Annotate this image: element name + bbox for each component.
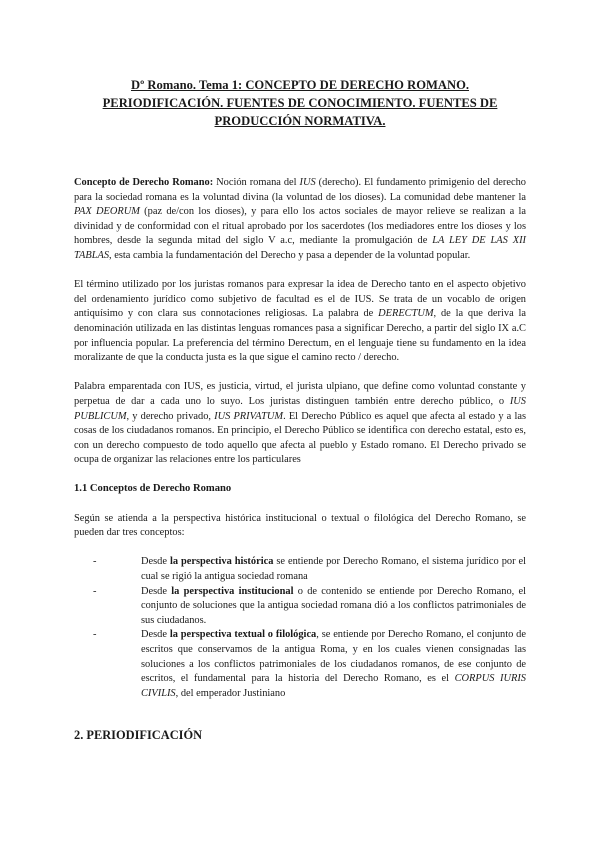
text-span: Noción romana del — [213, 177, 300, 188]
text-span: , de la que deriva la denominación utilizada en las distintas lenguas romances pasa a significar Derecho, a partir del siglo IX a.C por influencia popular. La preferencia del término Derectum, en el lenguaje tiene su fundamento en la idea moralizante de que la conducta justa es la que sigue el camino recto / derecho. — [74, 308, 527, 364]
italic-term: LA LEY DE LAS XII TABLAS — [74, 235, 526, 261]
text-span: . El Derecho Público es aquel que afecta al estado y a las cosas de los ciudadanos romanos. En principio, el Derecho Público se identifica con derecho estatal, esto es, con un derecho compuesto de todo aquello que afecta al pueblo y Estado romano. El Derecho privado se ocupa de organizar las relaciones entre los particulares — [74, 410, 526, 466]
list-item — [93, 555, 526, 584]
list-item — [93, 628, 526, 701]
text-span: se entiende por Derecho Romano, el sistema jurídico por el cual se rigió la antigua sociedad romana — [141, 556, 526, 583]
list-item — [93, 585, 526, 629]
text-span: (paz de/con los dioses), y para ello los actos sociales de mayor relieve se realizan a la divinidad y de conformidad con el ritual aprobado por los sacerdotes (los mediadores entre los dioses y los hombres, desde la segunda mitad del siglo V a.c, mediante la promulgación de — [74, 206, 526, 247]
paragraph-perspectivas: Según se atienda a la perspectiva histórica institucional o textual o filológica del Derecho Romano, se pueden dar tres conceptos: — [74, 512, 526, 539]
bold-term: la perspectiva histórica — [169, 556, 274, 568]
italic-term: IUS PUBLICUM — [74, 395, 526, 422]
text-span: (derecho). El fundamento primigenio del derecho para la sociedad romana es la voluntad divina (la voluntad de los dioses). La comunidad debe mantener la — [74, 177, 526, 203]
italic-term: CORPUS IURIS CIVILIS — [141, 673, 526, 699]
dash-bullet: - — [93, 556, 97, 568]
text-span: Desde — [141, 556, 170, 568]
paragraph-justicia — [74, 380, 526, 468]
concepto-label: Concepto de Derecho Romano: — [74, 177, 214, 188]
text-span: , y derecho privado, — [126, 410, 215, 422]
title-line-3: PRODUCCIÓN NORMATIVA. — [214, 114, 386, 128]
italic-term: DERECTUM — [378, 308, 434, 320]
text-span: El término utilizado por los juristas romanos para expresar la idea de Derecho tanto en el aspecto objetivo del ordenamiento jurídico como subjetivo de facultad es el de IUS. Se trata de un vocablo de origen antiquísimo y con clara sus connotaciones religiosas. La palabra de — [74, 279, 526, 320]
text-span: , del emperador Justiniano — [175, 687, 286, 699]
italic-term: IUS PRIVATUM — [214, 410, 284, 422]
title-line-2: PERIODIFICACIÓN. FUENTES DE CONOCIMIENTO. FUENTES DE — [102, 96, 498, 110]
italic-term: PAX DEORUM — [74, 206, 140, 218]
title-line-1: Dº Romano. Tema 1: CONCEPTO DE DERECHO ROMANO. — [130, 78, 470, 92]
text-span: , esta cambia la fundamentación del Derecho y pasa a depender de la voluntad popular. — [109, 249, 471, 261]
section-heading-2: 2. PERIODIFICACIÓN — [74, 728, 203, 743]
text-span: Desde — [141, 585, 172, 597]
document-title — [74, 76, 526, 130]
section-heading-1-1: 1.1 Conceptos de Derecho Romano — [74, 483, 232, 495]
concept-list — [74, 555, 526, 701]
text-span: Desde — [141, 629, 170, 641]
text-span: Palabra emparentada con IUS, es justicia, virtud, el jurista ulpiano, que define como voluntad constante y perpetua de dar a cada uno lo suyo. Los juristas distinguen también entre derecho público, o — [74, 381, 526, 407]
paragraph-termino — [74, 278, 526, 366]
bold-term: la perspectiva institucional — [171, 585, 294, 597]
text-span: , se entiende por Derecho Romano, el conjunto de escritos que conservamos de la antigua Roma, y en los cuales vienen consignadas las soluciones a los conflictos patrimoniales de los ciudadanos romanos, de ese conjunto de escritos, el fundamental para la historia del Derecho Romano, es el — [141, 629, 526, 685]
paragraph-concepto — [74, 176, 526, 264]
dash-bullet: - — [93, 585, 97, 597]
dash-bullet: - — [93, 629, 97, 641]
text-span: o de contenido se entiende por Derecho Romano, el conjunto de soluciones que la antigua sociedad romana dió a los conflictos patrimoniales de sus ciudadanos. — [141, 585, 526, 626]
italic-term: IUS — [299, 177, 316, 188]
bold-term: la perspectiva textual o filológica — [169, 629, 317, 641]
